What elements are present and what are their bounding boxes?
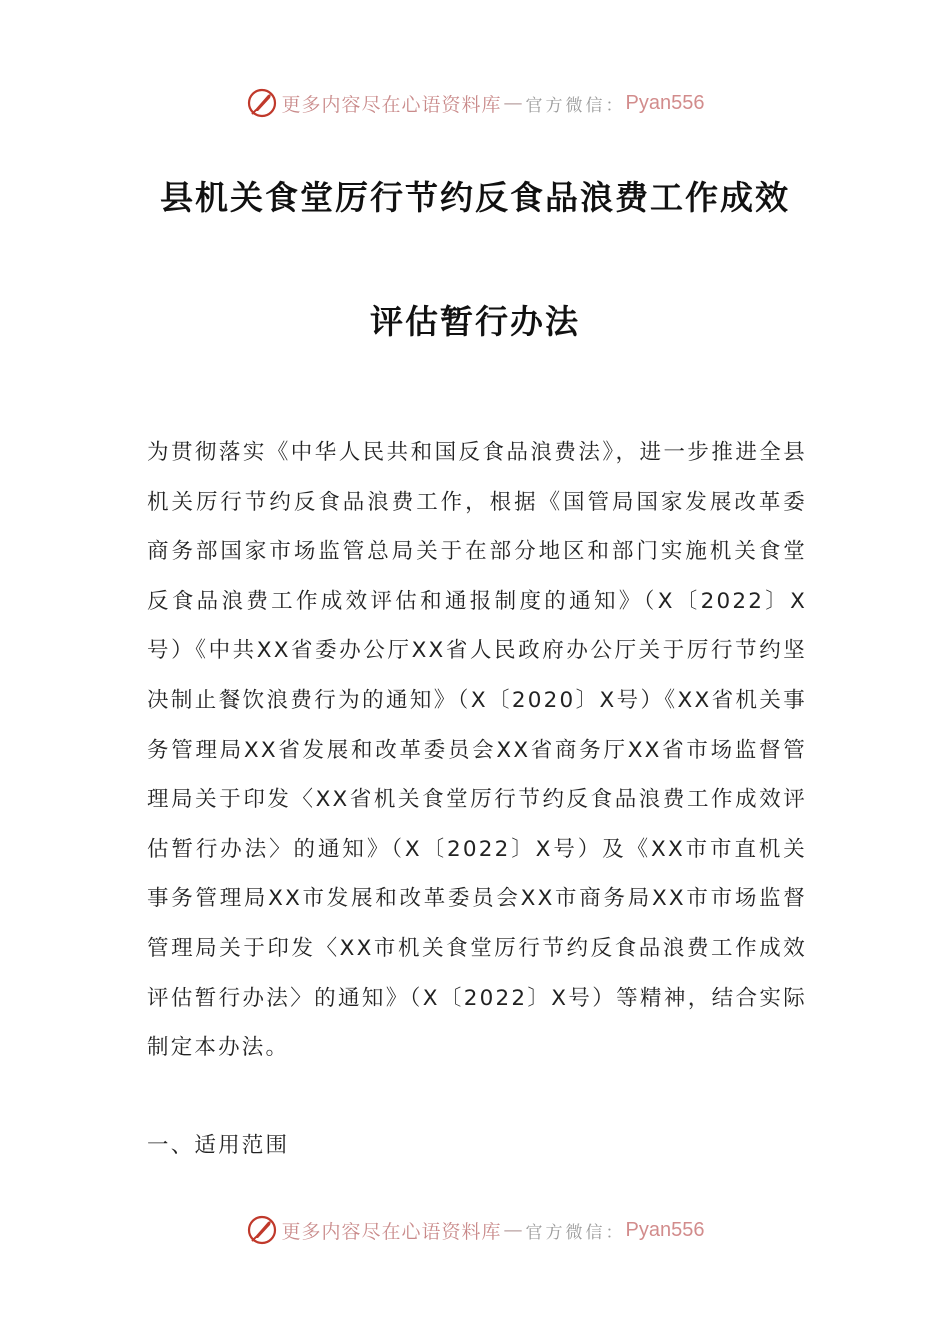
watermark-text: 更多内容尽在心语资料库 — [281, 93, 502, 116]
document-title-line1: 县机关食堂厉行节约反食品浪费工作成效 — [160, 178, 790, 217]
preamble-paragraph: 为贯彻落实《中华人民共和国反食品浪费法》，进一步推进全县机关厉行节约反食品浪费工作，根据《国管局国家发展改革委商务部国家市场监管总局关于在部分地区和部门实施机关食堂反食品浪费工作成效评估和通报制度的通知》（X〔2022〕X号）《中共XX省委办公厅XX省人民政府办公厅关于厉行节约坚决制止餐饮浪费行为的通知》（X〔2020〕X号）《XX省机关事务管理局XX省发展和改革委员会XX省商务厅XX省市场监督管理局关于印发〈XX省机关食堂厉行节约反食品浪费工作成效评估暂行办法〉的通知》（X〔2022〕X号）及《XX市市直机关事务管理局XX市发展和改革委员会XX市商务局XX市市场监督管理局关于印发〈XX市机关食堂厉行节约反食品浪费工作成效评估暂行办法〉的通知》（X〔2022〕X号）等精神，结合实际制定本办法。 — [147, 440, 807, 1061]
watermark-dash: — — [503, 92, 524, 114]
document-title-line2: 评估暂行办法 — [370, 302, 580, 341]
watermark-label: 官方微信： — [525, 1222, 626, 1243]
watermark-dash: — — [503, 1219, 524, 1241]
watermark-id: Pyan556 — [625, 91, 705, 114]
section-heading: 一、适用范围 — [147, 1133, 290, 1158]
watermark-header — [0, 83, 950, 123]
watermark-footer — [0, 1210, 950, 1250]
quill-logo-icon — [246, 87, 278, 119]
quill-logo-icon — [246, 1214, 278, 1246]
watermark-text: 更多内容尽在心语资料库 — [281, 1220, 502, 1243]
watermark-id: Pyan556 — [625, 1218, 705, 1241]
watermark-label: 官方微信： — [525, 95, 626, 116]
